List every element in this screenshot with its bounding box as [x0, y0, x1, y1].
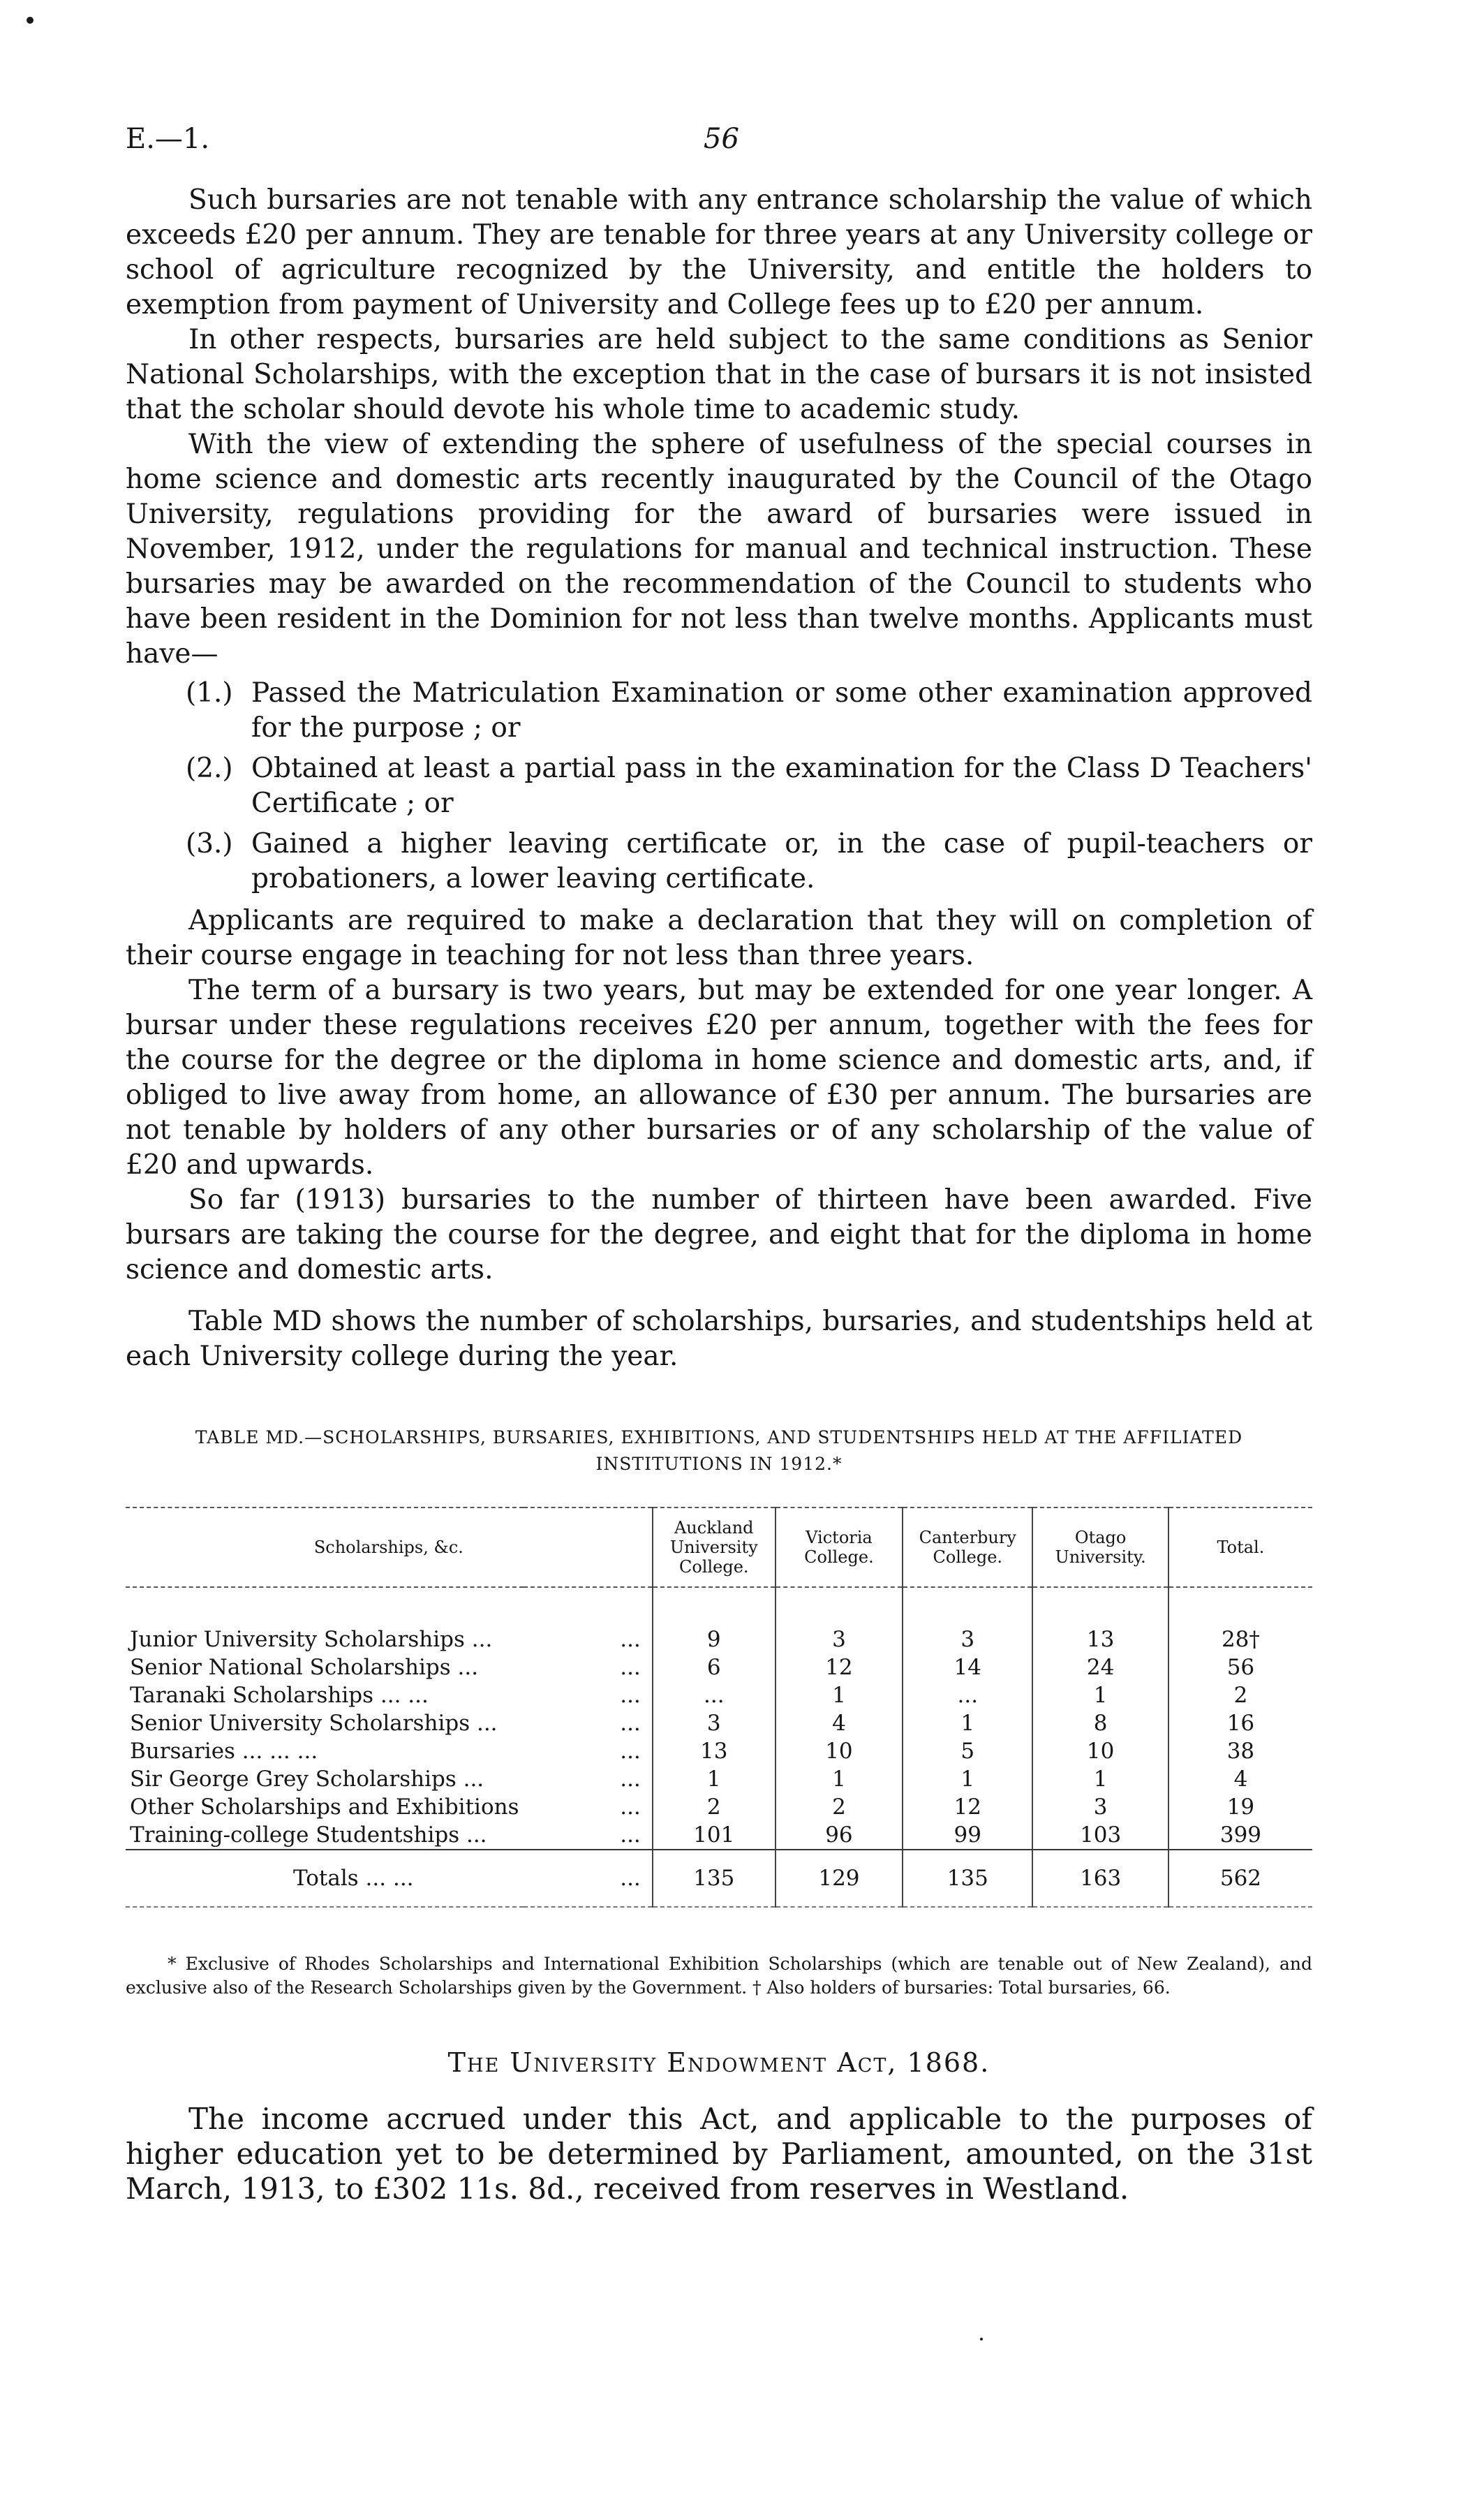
applicant-requirements-list [126, 676, 1312, 897]
cell-canterbury: 5 [903, 1737, 1032, 1765]
row-label: Bursaries ... ... ... [130, 1739, 318, 1764]
list-item-text: Obtained at least a partial pass in the examination for the Class D Teachers' Certificate ; or [251, 753, 1312, 819]
cell-canterbury: 14 [903, 1653, 1032, 1681]
cell-total: 56 [1168, 1653, 1312, 1681]
column-header-scholarships: Scholarships, &c. [126, 1507, 653, 1587]
list-item [126, 827, 1312, 897]
total-otago: 163 [1032, 1850, 1168, 1907]
row-leader: ... [620, 1711, 641, 1736]
cell-auckland: 101 [653, 1821, 776, 1850]
table-spacer-row [126, 1587, 1312, 1626]
row-leader: ... [620, 1794, 641, 1820]
cell-victoria: 4 [776, 1709, 903, 1737]
cell-otago: 1 [1032, 1765, 1168, 1793]
paragraph-bursaries-tenure: Such bursaries are not tenable with any entrance scholarship the value of which exceeds £20 per annum. They are tenable for three years at any University college or school of agriculture recognized by the University, and entitle the holders to exemption from payment of University and College fees up to £20 per annum. [126, 184, 1312, 320]
table-end-rule [126, 1907, 1312, 1917]
cell-canterbury: 99 [903, 1821, 1032, 1850]
cell-canterbury: 12 [903, 1793, 1032, 1821]
table-row [126, 1681, 1312, 1709]
cell-otago: 24 [1032, 1653, 1168, 1681]
cell-otago: 10 [1032, 1737, 1168, 1765]
table-caption: TABLE MD.—SCHOLARSHIPS, BURSARIES, EXHIBITIONS, AND STUDENTSHIPS HELD AT THE AFFILIATED INSTITUTIONS IN 1912.* [195, 1427, 1243, 1474]
paragraph-home-science-bursaries: With the view of extending the sphere of usefulness of the special courses in home science and domestic arts recently inaugurated by the Council of the Otago University, regulations providing for the award of bursaries were issued in November, 1912, under the regulations for manual and technical instruction. These bursaries may be awarded on the recommendation of the Council to students who have been resident in the Dominion for not less than twelve months. Applicants must have— [126, 429, 1312, 670]
cell-victoria: 10 [776, 1737, 903, 1765]
row-leader: ... [620, 1683, 641, 1708]
total-auckland: 135 [653, 1850, 776, 1907]
cell-victoria: 96 [776, 1821, 903, 1850]
cell-otago: 1 [1032, 1681, 1168, 1709]
total-victoria: 129 [776, 1850, 903, 1907]
table-row [126, 1626, 1312, 1653]
row-leader: ... [620, 1655, 641, 1680]
cell-total: 2 [1168, 1681, 1312, 1709]
page-header [126, 123, 1312, 165]
row-leader: ... [620, 1767, 641, 1792]
list-item-text: Passed the Matriculation Examination or some other examination approved for the purpose ; or [251, 677, 1312, 744]
row-label: Junior University Scholarships ... [130, 1627, 493, 1652]
cell-canterbury: 3 [903, 1626, 1032, 1653]
list-item-text: Gained a higher leaving certificate or, in the case of pupil-teachers or probationers, a lower leaving certificate. [251, 828, 1312, 894]
list-item-number: (1.) [186, 677, 233, 709]
paragraph-teaching-declaration: Applicants are required to make a declaration that they will on completion of their course engage in teaching for not less than three years. [126, 905, 1312, 971]
paragraph-endowment-income: The income accrued under this Act, and applicable to the purposes of higher education yet to be determined by Parliament, amounted, on the 31st March, 1913, to £302 11s. 8d., received from reserves in Westland. [126, 2102, 1312, 2206]
scan-speck [27, 17, 34, 24]
row-leader: ... [620, 1739, 641, 1764]
table-footnote: * Exclusive of Rhodes Scholarships and International Exhibition Scholarships (which are tenable out of New Zealand), and exclusive also of the Research Scholarships given by the Government. † Also holders of bursaries: Total bursaries, 66. [126, 1954, 1312, 1998]
cell-canterbury: 1 [903, 1709, 1032, 1737]
cell-victoria: 1 [776, 1765, 903, 1793]
cell-otago: 3 [1032, 1793, 1168, 1821]
list-item-number: (2.) [186, 753, 233, 784]
scholarships-table [126, 1507, 1312, 1917]
row-label: Senior National Scholarships ... [130, 1655, 479, 1680]
cell-total: 4 [1168, 1765, 1312, 1793]
body-text [126, 183, 1312, 1374]
column-header-total: Total. [1168, 1507, 1312, 1587]
cell-otago: 13 [1032, 1626, 1168, 1653]
paragraph-bursaries-awarded: So far (1913) bursaries to the number of thirteen have been awarded. Five bursars are taking the course for the degree, and eight that for the diploma in home science and domestic arts. [126, 1184, 1312, 1285]
scan-speck [980, 2338, 983, 2340]
row-label: Other Scholarships and Exhibitions [130, 1794, 519, 1820]
table-header-row [126, 1507, 1312, 1587]
cell-victoria: 1 [776, 1681, 903, 1709]
cell-canterbury: ... [903, 1681, 1032, 1709]
table-row [126, 1709, 1312, 1737]
page-number: 56 [704, 123, 739, 155]
cell-total: 399 [1168, 1821, 1312, 1850]
table-row [126, 1765, 1312, 1793]
cell-victoria: 2 [776, 1793, 903, 1821]
cell-otago: 103 [1032, 1821, 1168, 1850]
row-label: Training-college Studentships ... [130, 1822, 487, 1848]
cell-auckland: 1 [653, 1765, 776, 1793]
list-item-number: (3.) [186, 828, 233, 860]
total-canterbury: 135 [903, 1850, 1032, 1907]
column-header-otago: Otago University. [1032, 1507, 1168, 1587]
cell-auckland: 3 [653, 1709, 776, 1737]
paragraph-bursaries-conditions: In other respects, bursaries are held subject to the same conditions as Senior National Scholarships, with the exception that in the case of bursars it is not insisted that the scholar should devote his whole time to academic study. [126, 324, 1312, 425]
table-row [126, 1737, 1312, 1765]
column-header-canterbury: Canterbury College. [903, 1507, 1032, 1587]
column-header-auckland: Auckland University College. [653, 1507, 776, 1587]
table-row [126, 1653, 1312, 1681]
section-title: The University Endowment Act, 1868. [447, 2047, 990, 2078]
column-header-victoria: Victoria College. [776, 1507, 903, 1587]
cell-auckland: ... [653, 1681, 776, 1709]
cell-auckland: 13 [653, 1737, 776, 1765]
cell-auckland: 6 [653, 1653, 776, 1681]
row-label: Senior University Scholarships ... [130, 1711, 498, 1736]
row-leader: ... [620, 1822, 641, 1848]
totals-label: Totals ... ... [126, 1850, 524, 1907]
row-leader: ... [524, 1850, 653, 1907]
cell-total: 28† [1168, 1626, 1312, 1653]
row-leader: ... [620, 1627, 641, 1652]
table-row [126, 1793, 1312, 1821]
table-totals-row [126, 1850, 1312, 1907]
paragraph-table-intro: Table MD shows the number of scholarships, bursaries, and studentships held at each University college during the year. [126, 1306, 1312, 1372]
cell-auckland: 2 [653, 1793, 776, 1821]
cell-total: 19 [1168, 1793, 1312, 1821]
row-label: Sir George Grey Scholarships ... [130, 1767, 484, 1792]
cell-total: 16 [1168, 1709, 1312, 1737]
cell-total: 38 [1168, 1737, 1312, 1765]
cell-auckland: 9 [653, 1626, 776, 1653]
cell-victoria: 3 [776, 1626, 903, 1653]
table-row [126, 1821, 1312, 1850]
document-code: E.—1. [126, 123, 210, 155]
cell-otago: 8 [1032, 1709, 1168, 1737]
list-item [126, 751, 1312, 821]
list-item [126, 676, 1312, 746]
cell-canterbury: 1 [903, 1765, 1032, 1793]
row-label: Taranaki Scholarships ... ... [130, 1683, 429, 1708]
cell-victoria: 12 [776, 1653, 903, 1681]
grand-total: 562 [1168, 1850, 1312, 1907]
paragraph-bursary-term: The term of a bursary is two years, but may be extended for one year longer. A bursar under these regulations receives £20 per annum, together with the fees for the course for the degree or the diploma in home science and domestic arts, and, if obliged to live away from home, an allowance of £30 per annum. The bursaries are not tenable by holders of any other bursaries or of any scholarship of the value of £20 and upwards. [126, 975, 1312, 1181]
